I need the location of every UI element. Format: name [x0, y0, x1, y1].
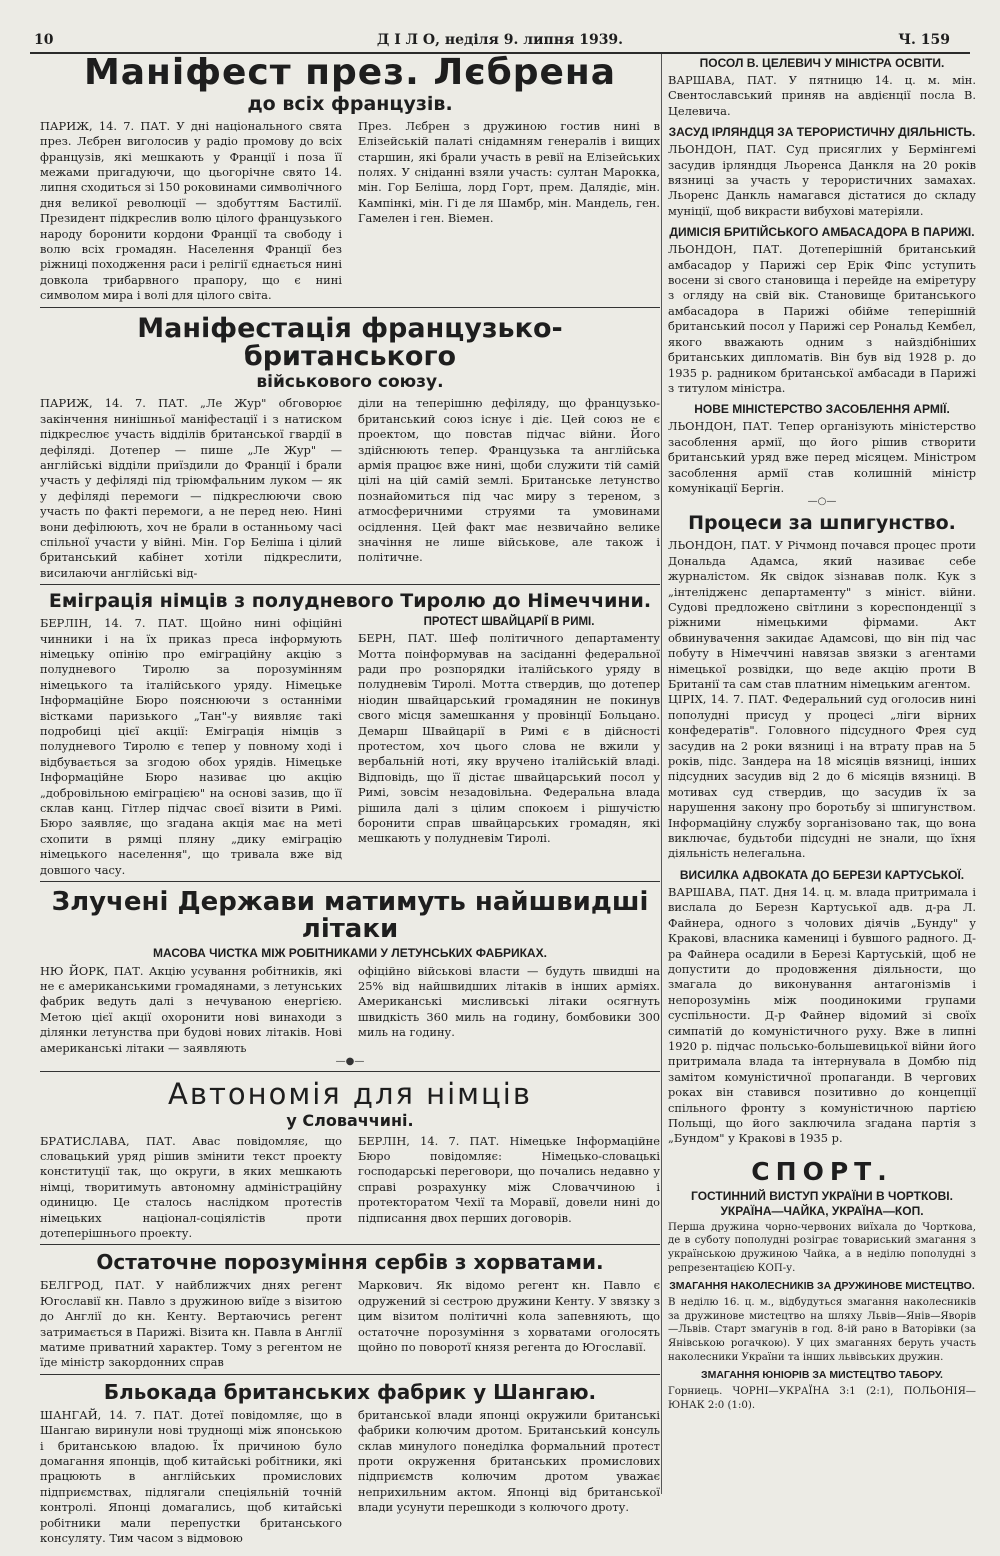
news-headline: НОВЕ МІНІСТЕРСТВО ЗАСОБЛЕННЯ АРМІЇ.: [694, 402, 950, 417]
article-title: Маніфест през. Лєбрена: [83, 52, 617, 93]
sport-text: Перша дружина чорно-червоних виїхала до Чорткова, де в суботу пополудні розіграє товариський змагання з українською дружиною Чайка, а в неділю пополудні з репрезентацією КОП-у.: [668, 1221, 976, 1274]
article-subtitle: МАСОВА ЧИСТКА МІЖ РОБІТНИКАМИ У ЛЕТУНСЬКИХ ФАБРИКАХ.: [153, 945, 547, 960]
sport-headline: ГОСТИННИЙ ВИСТУП УКРАЇНИ В ЧОРТКОВІ. УКРАЇНА—ЧАЙКА, УКРАЇНА—КОП.: [691, 1188, 953, 1218]
news-item: [668, 512, 976, 862]
masthead: Д І Л О, неділя 9. липня 1939.: [376, 32, 624, 48]
article-tyrol-emigration: [40, 592, 660, 882]
issue-number: Ч. 159: [898, 32, 950, 48]
news-text: ЛЬОНДОН, ПАТ. Суд присяглих у Бермінгемі засудив ірляндця Льоренса Данкля на 20 років вязниці за участь у терористичних замахах. Льоренс Данкль намагався дістатися до складу муніції, щоб викрасти вибухові матеріяли.: [668, 142, 976, 218]
sport-headline: ЗМАГАННЯ ЮНІОРІВ ЗА МИСТЕЦТВО ТАБОРУ.: [701, 1369, 943, 1382]
news-item: [668, 868, 976, 1147]
news-text: ЛЬОНДОН, ПАТ. У Річмонд почався процес проти Дональда Адамса, який називає себе журналістом. Як свідок зізнавав полк. Кук з „інтелідженс департаменту" з мініст. війни. Судові предложено світлини з кореспонденції з ріжними німецькими фірмами. Акт обвинувачення закидає Адамсові, що він під час побуту в Німеччині навязав звязки з агентами німецької розвідки, що веде акцію проти В Британії та сам став платним німецьким агентом.: [668, 538, 976, 691]
article-subhead: ПРОТЕСТ ШВАЙЦАРІЇ В РИМІ.: [423, 616, 595, 629]
article-slovakia-autonomy: [40, 1079, 660, 1245]
main-column: [40, 54, 660, 1556]
article-text: През. Лєбрен з дружиною гостив нині в Елізейській палаті снідамням генералів і вищих старшин, які брали участь в ревії на Елізейських полях. У сніданні взяли участь: султан Марокка, мін. Гор Беліша, лорд Горт, прем. Далядіє, мін. Кампінкі, мін. Гі де ля Шамбр, мін. Мандель, ген. Гамелен і ген. Віемен.: [358, 118, 660, 226]
article-text: ПАРИЖ, 14. 7. ПАТ. „Ле Жур" обговорює закінчення нинішньої маніфестації і з натиском підкреслює участь відділів британської гвардії в дефіляді. Дотепер — пише „Ле Жур" — англійські відділи приїздили до Франції і брали участь у дефіляді під тріюмфальним луком — як у дефіляді перемоги — підкреслюючи свою участь по факті перемоги, а не перед нею. Нині вони дефілюють, хоч не брали в останньому часі спільної участи у війні. Мін. Гор Беліша і цілий британський кабінет хотіли підкреслити, висилаючи англійські від-: [40, 396, 342, 580]
news-headline: ПОСОЛ В. ЦЕЛЕВИЧ У МІНІСТРА ОСВІТИ.: [699, 56, 945, 70]
page-number: 10: [34, 32, 54, 48]
side-column: [668, 56, 976, 1412]
news-item: [668, 225, 976, 396]
sport-title: СПОРТ.: [751, 1156, 893, 1186]
article-text: БРАТИСЛАВА, ПАТ. Авас повідомляє, що словацький уряд рішив змінити текст проекту конституції так, що округи, в яких мешкають німці, творитимуть автономну адміністраційну одиницю. Це сталось наслідком протестів німецьких націонал-соціялістів проти дотеперішнього проекту.: [40, 1133, 342, 1240]
article-subtitle: військового союзу.: [256, 372, 444, 393]
news-item: [668, 402, 976, 508]
article-text: БЕРН, ПАТ. Шеф політичного департаменту Мотта поінформував на засіданні федеральної ради про розпорядки італійського уряду в полудневім Тиролі. Мотта ствердив, що дотепер ніодин швайцарський громадянин не покинув свого місця замешкання у провінції Больцано. Демарш Швайцарії в Римі є в дійсності протестом, хоч цього слова не вжили у вербальній ноті, яку вручено італійській владі. Відповідь, що її дістає швайцарський посол у Римі, зовсім незадовільна. Федеральна влада рішила далі з цілим спокоєм і рішучістю боронити справ швайцарських громадян, які мешкають у полудневім Тиролі.: [358, 631, 660, 846]
article-text: ШАНГАЙ, 14. 7. ПАТ. Дотеї повідомляє, що в Шангаю виринули нові труднощі між японською і британською владою. Їх причиною було домагання японців, щоб китайські робітники, які працюють в англійських промислових підприємствах, підлягали спеціяльній точній контролі. Японці домагались, щоб китайські робітники мали перепустки британського консуляту. Тим часом з відмовою: [40, 1407, 342, 1546]
column-divider: [661, 54, 662, 1494]
news-text: ЛЬОНДОН, ПАТ. Дотеперішній британський амбасадор у Парижі сер Ерік Фіпс уступить восени зі свого становища і перейде на еміретуру з огляду на свій вік. Становище британського амбасадора в Парижі обійме теперішній британський посол у Парижі сер Рональд Кембел, якого вважають одним з найздібніших британських дипломатів. Він був від 1928 р. до 1935 р. радником британської амбасади в Парижі з титулом міністра.: [668, 242, 976, 395]
article-subtitle: у Словаччині.: [286, 1110, 414, 1130]
article-text: британської влади японці окружили британські фабрики колючим дротом. Британський консуль склав минулого понеділка формальний протест проти окруження британських промислових підприємств колючим дротом уважає неприхильним актом. Японці від британської влади усунути перешкоди з колючого дроту.: [358, 1407, 660, 1515]
article-alliance-manifestation: [40, 312, 660, 586]
article-text: БЕЛГРОД, ПАТ. У найближчих днях регент Югославії кн. Павло з дружиною виїде з візитою до Англії до кн. Кенту. Вертаючись регент затримається в Парижі. Візита кн. Павла в Англії матиме приватний характер. Тому з регентом не їде міністр закордонних справ: [40, 1278, 342, 1370]
news-text: ЛЬОНДОН, ПАТ. Тепер організують міністерство засоблення армії, що його рішив створити британський уряд вже перед місяцем. Міністром засоблення армії став колишній міністр комунікації Бергін.: [668, 419, 976, 495]
article-shanghai-blockade: [40, 1379, 660, 1550]
article-serbs-croats: [40, 1252, 660, 1374]
article-text: БЕРЛІН, 14. 7. ПАТ. Щойно нині офіційні чинники і на їх приказ преса інформують німецьку опінію про еміграційну акцію з полудневого Тиролю за порозумінням німецького та італійського уряду. Німецьке Інформаційне Бюро пояснюючи з останніми вістками паризького „Тан"-у виявляє такі подробиці цієї акції: Еміграція німців з полудневого Тиролю є тепер у повному ході і відбувається за згодою обох урядів. Німецьке Інформаційне Бюро називає цю акцію „добровільною еміграцією" на основі зазив, що її склав канц. Гітлер підчас своєї візити в Римі. Бюро заявляє, що згадана акція має на меті схопити в рямці пляну „дику еміграцію німецького населення", що тривала вже від довшого часу.: [40, 616, 342, 877]
article-text: ПАРИЖ, 14. 7. ПАТ. У дні національного свята през. Лєбрен виголосив у радіо промову до всіх французів, які мешкають у Франції і поза її межами пригадуючи, що цьогорічне свято 14. липня сходиться зі 150 роковинами символічного дня великої революції — здобуттям Бастилії. Президент підкреслив волю цілого французького народу боронити кордони Франції та свободу і волю всіх громадян. Населення Франції без ріжниці походження раси і релігії єднається нині довкола трибарвного прапору, що є нині символом мира і волі для цілого світа.: [40, 118, 342, 303]
article-text: НЮ ЙОРК, ПАТ. Акцію усування робітників, які не є американськими громадянами, з летунських фабрик ведуть далі з нечуваною енергією. Метою цієї акції охоронити нові винаходи з ділянки летунства при будові нових літаків. Нові американські літаки — заявляють: [40, 963, 342, 1055]
news-item: [668, 125, 976, 219]
article-text: офіційно військові власти — будуть швидші на 25% від найшвидших літаків в інших арміях. Американські мисливські літаки осягнуть швидкість 360 миль на годину, бомбовики 300 миль на годину.: [358, 963, 660, 1040]
article-title: Автономія для німців: [168, 1077, 532, 1112]
sport-section: [668, 1157, 976, 1413]
news-text: ВАРШАВА, ПАТ. У пятницю 14. ц. м. мін. Свентославський приняв на авдієнції посла В. Целевича.: [668, 73, 976, 118]
article-title: Еміграція німців з полудневого Тиролю до Німеччини.: [48, 590, 652, 613]
article-lebrun-manifesto: [40, 54, 660, 308]
news-headline: ВИСИЛКА АДВОКАТА ДО БЕРЕЗИ КАРТУСЬКОЇ.: [679, 867, 965, 882]
news-headline: ЗАСУД ІРЛЯНДЦЯ ЗА ТЕРОРИСТИЧНУ ДІЯЛЬНІСТЬ.: [668, 125, 976, 140]
ornament-divider: —○—: [807, 496, 837, 508]
article-text: Маркович. Як відомо регент кн. Павло є одружений зі сестрою дружини Кенту. У звязку з цим візитом політичні кола запевняють, що остаточне порозуміння з хорватами оголосять щойно по поворотї князя регента до Югославії.: [358, 1278, 660, 1355]
article-title: Остаточне порозуміння сербів з хорватами.: [96, 1250, 604, 1275]
news-text: ЦІРІХ, 14. 7. ПАТ. Федеральний суд оголосив нині пополудні присуд у процесі „ліги вірних конфедератів". Головного підсудного Фрея суд засудив на 2 роки вязниці і на втрату прав на 5 років, підс. Зандера на 18 місяців вязниці, інших підсудних засудив від 2 до 6 місяців вязниці. В мотивах суд ствердив, що засудив їх за нарушення закону про боротьбу зі шпигунством. Інформаційну службу зорганізовано так, що вона виключає, будьтоби підсудні не знали, що їхня діяльність нелегальна.: [668, 692, 976, 861]
ornament-divider: —●—: [335, 1056, 365, 1068]
sport-text: Горниець. ЧОРНІ—УКРАЇНА 3:1 (2:1), ПОЛЬОНІЯ—ЮНАК 2:0 (1:0).: [668, 1386, 976, 1411]
news-headline: Процеси за шпигунство.: [688, 512, 956, 535]
article-text: БЕРЛІН, 14. 7. ПАТ. Німецьке Інформаційне Бюро повідомляє: Німецько-словацькі господарські переговори, що почались недавно у справі розрахунку між Словаччиною і протекторатом Чехії та Моравії, довели нині до підписання двох перших договорів.: [358, 1133, 660, 1225]
news-headline: ДИМІСІЯ БРИТІЙСЬКОГО АМБАСАДОРА В ПАРИЖІ.: [669, 225, 975, 240]
news-item: [668, 56, 976, 119]
news-text: ВАРШАВА, ПАТ. Дня 14. ц. м. влада притримала і вислала до Березн Картуської адв. д-ра Л. Файнера, одного з чолових діячів „Бунду" у Кракові, власника камениці і бувшого радного. Д-ра Файнера осадили в Березі Картуській, щоб не допустити до продовження діяльности, що змагала до виконування антагонізмів і непорозумінь між поодинокими групами суспільности. Д-р Файнер відомий зі своїх симпатій до комуністичного руху. Вже в липні 1920 р. підчас польсько-большевицької війни його притримала влада та інтернувала в Домбю під замітом комуністичної пропаганди. В чергових роках він ставився позитивно до концепції спільного фронту з комуністичною партією Польщі, що його заключила згадана партія з „Бундом" у Кракові в 1935 р.: [668, 884, 976, 1146]
article-title: Злучені Держави матимуть найшвидші літаки: [51, 887, 649, 945]
sport-headline: ЗМАГАННЯ НАКОЛЕСНИКІВ ЗА ДРУЖИНОВЕ МИСТЕЦТВО.: [669, 1280, 975, 1293]
running-header: [30, 28, 970, 54]
article-text: діли на теперішню дефіляду, що французько-британський союз існує і діє. Цей союз не є проектом, що повстав підчас війни. Його здійснюють тепер. Французька та англійська армія працює вже нині, щоби служити тій самій цілі на цій самій землі. Британське летунство познайомиться під час миру з тереном, з атмосферичними струями та умовинами осідлення. Цей факт має незвичайно велике значіння не лише військове, але також і політичне.: [358, 396, 660, 565]
sport-text: В неділю 16. ц. м., відбудуться змагання наколесників за дружинове мистецтво на шляху Львів—Янів—Яворів—Львів. Старт змагунів в год. 8-ій рано в Ваторівки (за Янівською рогачкою). У цих змаганнях беруть участь наколесники України та інших львівських дружин.: [668, 1297, 976, 1363]
article-subtitle: до всіх французів.: [247, 92, 453, 115]
article-title: Маніфестація французько-британського: [137, 312, 563, 373]
article-title: Бльокада британських фабрик у Шангаю.: [103, 1379, 597, 1404]
article-us-aircraft: [40, 889, 660, 1072]
